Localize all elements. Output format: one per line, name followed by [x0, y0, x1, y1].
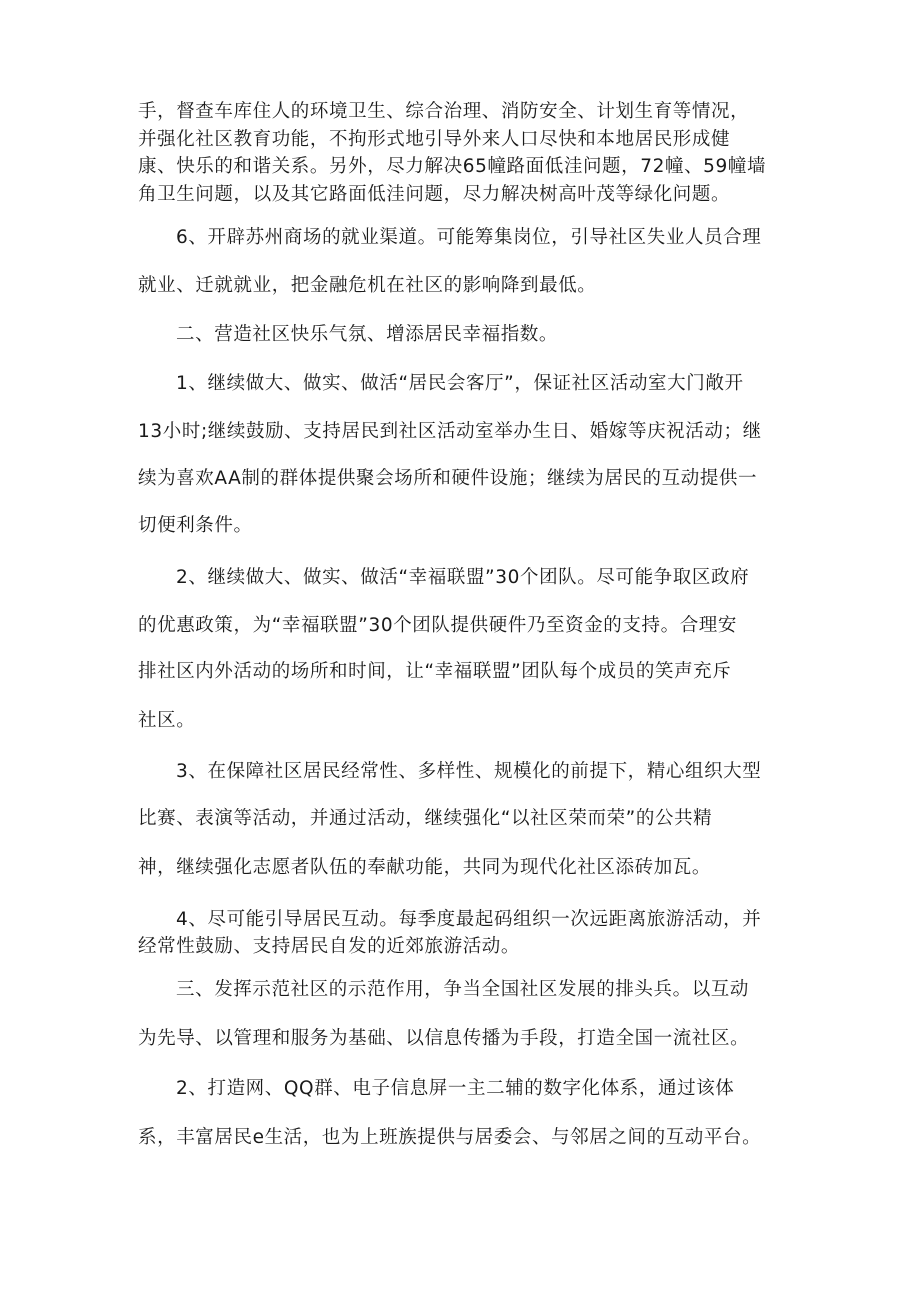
text-line: 神，继续强化志愿者队伍的奉献功能，共同为现代化社区添砖加瓦。: [138, 857, 712, 878]
section-heading: 三、发挥示范社区的示范作用，争当全国社区发展的排头兵。以互动: [176, 979, 750, 1000]
text-line: 续为喜欢AA制的群体提供聚会场所和硬件设施；继续为居民的互动提供一: [138, 468, 758, 489]
text-line: 13小时;继续鼓励、支持居民到社区活动室举办生日、婚嫁等庆祝活动；继: [138, 421, 762, 442]
text-line: 社区。: [138, 710, 196, 731]
text-line: 手，督查车库住人的环境卫生、综合治理、消防安全、计划生育等情况，: [138, 101, 750, 122]
text-line: 就业、迁就就业，把金融危机在社区的影响降到最低。: [138, 275, 597, 296]
text-line: 6、开辟苏州商场的就业渠道。可能筹集岗位，引导社区失业人员合理: [176, 227, 762, 248]
text-line: 的优惠政策，为“幸福联盟”30个团队提供硬件乃至资金的支持。合理安: [138, 615, 738, 636]
text-line: 康、快乐的和谐关系。另外，尽力解决65幢路面低洼问题，72幢、59幢墙: [138, 156, 767, 177]
text-line: 系，丰富居民e生活，也为上班族提供与居委会、与邻居之间的互动平台。: [138, 1127, 762, 1148]
text-line: 比赛、表演等活动，并通过活动，继续强化“以社区荣而荣”的公共精: [138, 808, 713, 829]
text-line: 并强化社区教育功能，不拘形式地引导外来人口尽快和本地居民形成健: [138, 129, 731, 150]
text-line: 经常性鼓励、支持居民自发的近郊旅游活动。: [138, 936, 521, 957]
section-heading: 二、营造社区快乐气氛、增添居民幸福指数。: [176, 324, 559, 345]
text-line: 排社区内外活动的场所和时间，让“幸福联盟”团队每个成员的笑声充斥: [138, 661, 732, 682]
text-line: 2、打造网、QQ群、电子信息屏一主二辅的数字化体系，通过该体: [176, 1078, 735, 1099]
text-line: 切便利条件。: [138, 515, 253, 536]
text-line: 2、继续做大、做实、做活“幸福联盟”30个团队。尽可能争取区政府: [176, 567, 750, 588]
text-line: 1、继续做大、做实、做活“居民会客厅”，保证社区活动室大门敞开: [176, 373, 744, 394]
text-line: 为先导、以管理和服务为基础、以信息传播为手段，打造全国一流社区。: [138, 1028, 750, 1049]
text-line: 3、在保障社区居民经常性、多样性、规模化的前提下，精心组织大型: [176, 761, 762, 782]
text-line: 角卫生问题，以及其它路面低洼问题，尽力解决树高叶茂等绿化问题。: [138, 184, 731, 205]
text-line: 4、尽可能引导居民互动。每季度最起码组织一次远距离旅游活动，并: [176, 909, 762, 930]
